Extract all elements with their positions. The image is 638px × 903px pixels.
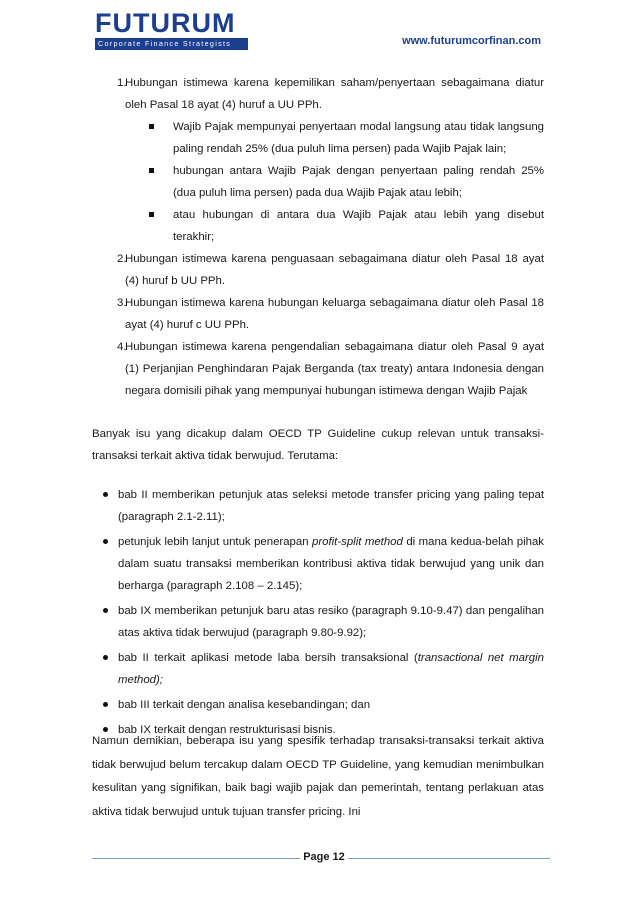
guideline-bullet-list [92, 484, 544, 744]
bullet-text: di mana kedua-belah pihak dalam suatu transaksi memberikan kontribusi aktiva tidak berwujud yang unik dan berharga (paragraph 2.108 – 2.145); [118, 536, 545, 592]
sub-list-item [125, 116, 544, 160]
logo-tagline: Corporate Finance Strategists [95, 38, 248, 50]
sub-list [125, 116, 544, 248]
sub-list-text: Wajib Pajak mempunyai penyertaan modal langsung atau tidak langsung paling rendah 25% (dua puluh lima persen) pada Wajib Pajak lain; [173, 121, 544, 155]
bullet-emphasis: transactional net margin method); [118, 652, 544, 686]
sub-list-item [125, 160, 544, 204]
company-logo [95, 10, 248, 50]
page-number: Page 12 [303, 851, 345, 863]
list-number: 3. [117, 297, 127, 309]
list-text: Hubungan istimewa karena hubungan keluarga sebagaimana diatur oleh Pasal 18 ayat (4) huruf c UU PPh. [125, 297, 544, 331]
paragraph-closing: Namun demikian, beberapa isu yang spesifik terhadap transaksi-transaksi terkait aktiva tidak berwujud belum tercakup dalam OECD TP Guideline, yang kemudian menimbulkan kesulitan yang signifikan, baik bagi wajib pajak dan pemerintah, tentang perlakuan atas aktiva tidak berwujud untuk tujuan transfer pricing. Ini [92, 735, 544, 818]
bullet-item [92, 647, 544, 691]
list-item [92, 336, 544, 402]
footer-divider-right [348, 858, 550, 859]
list-text: Hubungan istimewa karena kepemilikan saham/penyertaan sebagaimana diatur oleh Pasal 18 ayat (4) huruf a UU PPh. [125, 77, 544, 111]
list-number: 1. [117, 77, 127, 89]
square-bullet-icon [149, 124, 154, 129]
sub-list-item [125, 204, 544, 248]
list-item [92, 292, 544, 336]
bullet-text: bab IX terkait dengan restrukturisasi bisnis. [118, 724, 336, 736]
logo-wordmark: FUTURUM [95, 8, 236, 38]
bullet-item [92, 694, 544, 716]
bullet-item [92, 531, 544, 597]
paragraph-intro: Banyak isu yang dicakup dalam OECD TP Guideline cukup relevan untuk transaksi-transaksi terkait aktiva tidak berwujud. Terutama: [92, 428, 544, 462]
relationship-list [92, 72, 544, 402]
sub-list-text: hubungan antara Wajib Pajak dengan penyertaan paling rendah 25% (dua puluh lima persen) pada dua Wajib Pajak atau lebih; [173, 165, 544, 199]
bullet-text: petunjuk lebih lanjut untuk penerapan [118, 536, 313, 548]
bullet-icon [103, 655, 108, 660]
bullet-text: bab IX memberikan petunjuk baru atas resiko (paragraph 9.10-9.47) dan pengalihan atas aktiva tidak berwujud (paragraph 9.80-9.92); [118, 605, 544, 639]
bullet-item [92, 484, 544, 528]
sub-list-text: atau hubungan di antara dua Wajib Pajak atau lebih yang disebut terakhir; [173, 209, 544, 243]
list-item [92, 248, 544, 292]
bullet-text: bab III terkait dengan analisa kesebandingan; dan [118, 699, 371, 711]
list-number: 4. [117, 341, 127, 353]
footer-divider-left [92, 858, 300, 859]
list-text: Hubungan istimewa karena penguasaan sebagaimana diatur oleh Pasal 18 ayat (4) huruf b UU PPh. [125, 253, 544, 287]
header-url: www.futurumcorfinan.com [402, 35, 541, 47]
list-item [92, 72, 544, 248]
bullet-emphasis: profit-split method [312, 536, 403, 548]
bullet-icon [103, 608, 108, 613]
bullet-icon [103, 539, 108, 544]
square-bullet-icon [149, 168, 154, 173]
bullet-text: bab II memberikan petunjuk atas seleksi metode transfer pricing yang paling tepat (paragraph 2.1-2.11); [118, 489, 544, 523]
square-bullet-icon [149, 212, 154, 217]
bullet-icon [103, 492, 108, 497]
bullet-item [92, 600, 544, 644]
bullet-text: bab II terkait aplikasi metode laba bersih transaksional ( [118, 652, 418, 664]
list-text: Hubungan istimewa karena pengendalian sebagaimana diatur oleh Pasal 9 ayat (1) Perjanjian Penghindaran Pajak Berganda (tax treaty) antara Indonesia dengan negara domisili pihak yang mempunyai hubungan istimewa dengan Wajib Pajak [125, 341, 544, 397]
bullet-icon [103, 702, 108, 707]
list-number: 2. [117, 253, 127, 265]
